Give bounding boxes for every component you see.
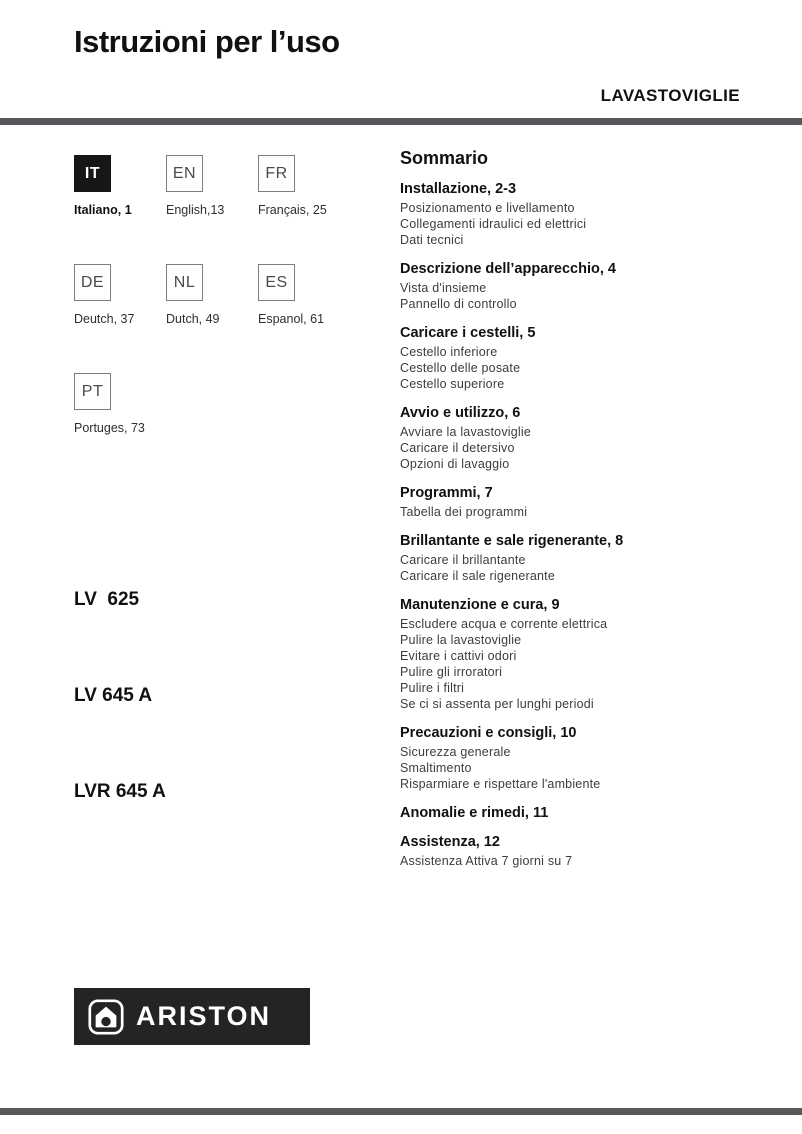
model-name-3: LVR 645 A xyxy=(74,781,166,802)
model-name-2: LV 645 A xyxy=(74,685,153,706)
language-box-es: ES xyxy=(258,264,295,301)
toc-section-avvio-utilizzo xyxy=(400,405,742,472)
language-fr xyxy=(258,155,350,217)
toc-item: Cestello inferiore xyxy=(400,345,498,359)
toc-item: Opzioni di lavaggio xyxy=(400,457,510,471)
toc-item: Vista d'insieme xyxy=(400,281,487,295)
toc-item: Sicurezza generale xyxy=(400,745,511,759)
language-en xyxy=(166,155,258,217)
bottom-divider xyxy=(0,1108,802,1115)
language-label-it: Italiano, 1 xyxy=(74,203,132,217)
language-es xyxy=(258,264,350,326)
toc-item: Caricare il sale rigenerante xyxy=(400,569,555,583)
toc-item: Se ci si assenta per lunghi periodi xyxy=(400,697,594,711)
toc-section-title: Avvio e utilizzo, 6 xyxy=(400,405,521,421)
toc-section-assistenza xyxy=(400,834,742,869)
toc-item: Posizionamento e livellamento xyxy=(400,201,575,215)
toc-item: Cestello superiore xyxy=(400,377,505,391)
language-grid xyxy=(74,155,350,482)
toc-section-title: Precauzioni e consigli, 10 xyxy=(400,725,577,741)
language-nl xyxy=(166,264,258,326)
toc-item: Avviare la lavastoviglie xyxy=(400,425,532,439)
toc-item: Assistenza Attiva 7 giorni su 7 xyxy=(400,854,573,868)
language-label-fr: Français, 25 xyxy=(258,203,327,217)
language-label-en: English,13 xyxy=(166,203,225,217)
language-label-de: Deutch, 37 xyxy=(74,312,135,326)
toc-item: Smaltimento xyxy=(400,761,472,775)
toc-section-title: Programmi, 7 xyxy=(400,485,493,501)
toc-item: Collegamenti idraulici ed elettrici xyxy=(400,217,587,231)
language-box-it: IT xyxy=(74,155,111,192)
toc-heading: Sommario xyxy=(400,148,489,168)
toc-item: Pulire i filtri xyxy=(400,681,465,695)
toc-item: Risparmiare e rispettare l'ambiente xyxy=(400,777,601,791)
toc-item: Tabella dei programmi xyxy=(400,505,528,519)
toc-item: Escludere acqua e corrente elettrica xyxy=(400,617,608,631)
language-label-pt: Portuges, 73 xyxy=(74,421,145,435)
toc-section-brillantante-sale xyxy=(400,533,742,584)
language-box-de: DE xyxy=(74,264,111,301)
toc-item: Evitare i cattivi odori xyxy=(400,649,517,663)
language-label-es: Espanol, 61 xyxy=(258,312,325,326)
language-row-1 xyxy=(74,155,350,217)
toc-item: Pulire gli irroratori xyxy=(400,665,503,679)
language-box-pt: PT xyxy=(74,373,111,410)
toc-section-manutenzione xyxy=(400,597,742,712)
toc-section-title: Anomalie e rimedi, 11 xyxy=(400,805,549,821)
model-list xyxy=(74,520,166,872)
toc-item: Cestello delle posate xyxy=(400,361,521,375)
language-pt xyxy=(74,373,166,435)
toc-section-title: Installazione, 2-3 xyxy=(400,181,517,197)
toc-section-title: Manutenzione e cura, 9 xyxy=(400,597,560,613)
toc-section-title: Caricare i cestelli, 5 xyxy=(400,325,536,341)
toc-item: Pannello di controllo xyxy=(400,297,517,311)
language-label-nl: Dutch, 49 xyxy=(166,312,220,326)
language-de xyxy=(74,264,166,326)
ariston-logo xyxy=(74,988,310,1045)
table-of-contents xyxy=(400,148,802,1108)
page-title: Istruzioni per l’uso xyxy=(74,24,340,59)
language-row-2 xyxy=(74,264,350,326)
brand-name: ARISTON xyxy=(136,1001,272,1031)
toc-section-descrizione xyxy=(400,261,742,312)
left-column xyxy=(74,148,400,1108)
toc-section-title: Brillantante e sale rigenerante, 8 xyxy=(400,533,624,549)
toc-item: Caricare il brillantante xyxy=(400,553,526,567)
toc-item: Pulire la lavastoviglie xyxy=(400,633,522,647)
toc-section-installazione xyxy=(400,181,742,248)
top-divider xyxy=(0,118,802,125)
ariston-house-icon xyxy=(88,999,124,1035)
appliance-type-label: LAVASTOVIGLIE xyxy=(600,86,740,105)
language-row-3 xyxy=(74,373,350,435)
toc-section-title: Assistenza, 12 xyxy=(400,834,500,850)
language-box-fr: FR xyxy=(258,155,295,192)
toc-section-precauzioni xyxy=(400,725,742,792)
toc-section-anomalie xyxy=(400,805,742,821)
page-content xyxy=(74,148,802,1108)
language-box-nl: NL xyxy=(166,264,203,301)
toc-section-caricare-cestelli xyxy=(400,325,742,392)
toc-item: Dati tecnici xyxy=(400,233,464,247)
toc-item: Caricare il detersivo xyxy=(400,441,515,455)
toc-section-programmi xyxy=(400,485,742,520)
model-name-1: LV 625 xyxy=(74,589,140,610)
language-it xyxy=(74,155,166,217)
toc-section-title: Descrizione dell’apparecchio, 4 xyxy=(400,261,616,277)
language-box-en: EN xyxy=(166,155,203,192)
